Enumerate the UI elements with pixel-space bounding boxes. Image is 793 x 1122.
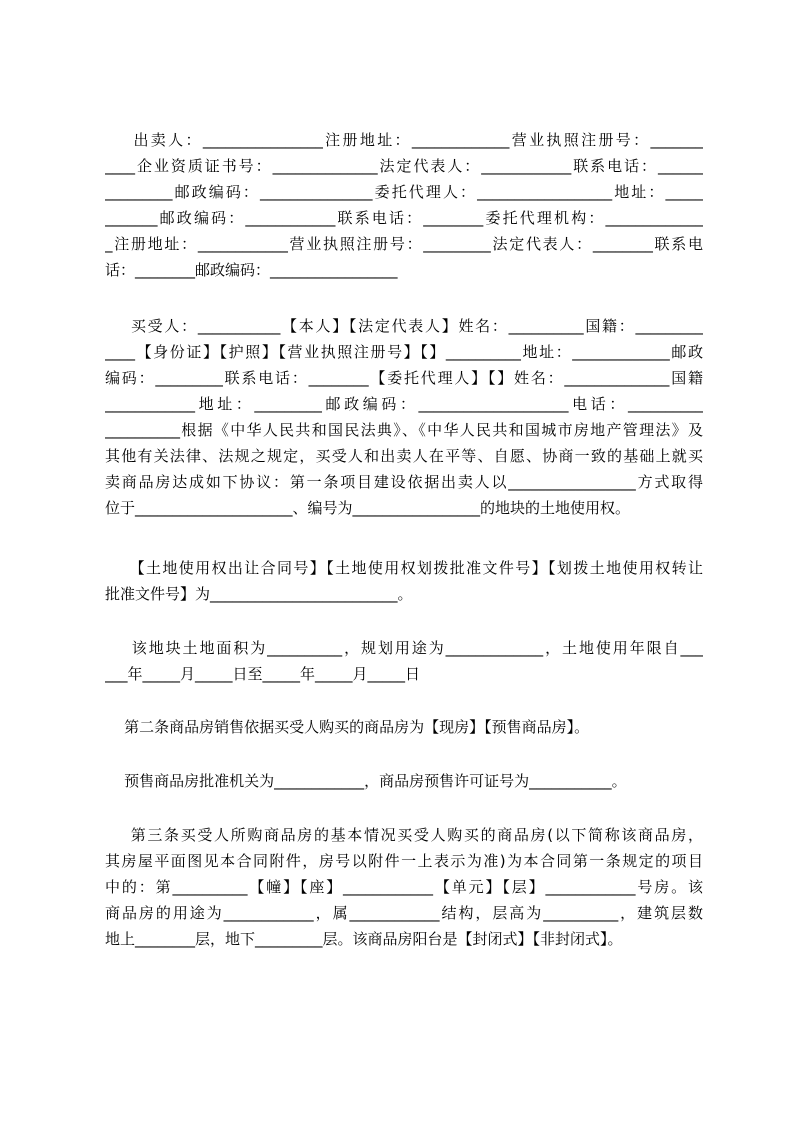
text-line: 其他有关法律、法规之规定，买受人和出卖人在平等、自愿、协商一致的基础上就买 [105, 447, 703, 465]
text-line: ____企业资质证书号：______________法定代表人：____________联系电话：______ [105, 157, 703, 175]
text-line: 地上________层，地下_________层。该商品房阳台是【封闭式】【非封闭式】。 [105, 930, 623, 948]
text-line: 出卖人：________________注册地址：_____________营业执照注册号：_______ [105, 131, 703, 149]
text-line: 该地块土地面积为__________，规划用途为_____________，土地使用年限自___ [105, 639, 703, 657]
text-line: 买受人：___________【本人】【法定代表人】姓名：__________国籍：_________ [105, 317, 703, 335]
seller-paragraph [105, 127, 703, 283]
land-area-paragraph [105, 635, 703, 687]
text-line: 第三条买受人所购商品房的基本情况买受人购买的商品房(以下简称该商品房， [105, 826, 703, 844]
buyer-paragraph [105, 313, 703, 521]
article-2-paragraph [105, 714, 703, 740]
text-line: 卖商品房达成如下协议：第一条项目建设依据出卖人以_________________方式取得 [105, 473, 703, 491]
presale-paragraph [105, 768, 703, 794]
text-line: _注册地址：____________营业执照注册号：_________法定代表人：________联系电 [105, 235, 703, 253]
text-line: _________邮政编码：_______________委托代理人：__________________地址：_____ [105, 183, 703, 201]
text-line: ____________地址：_________邮政编码：____________________电话：__________ [105, 395, 703, 413]
text-line: __________根据《中华人民共和国民法典》、《中华人民共和国城市房地产管理法》及 [105, 421, 703, 439]
text-line: 位于_____________________、编号为_________________的地块的土地使用权。 [105, 499, 631, 517]
text-line: 批准文件号】为_________________________。 [105, 585, 413, 603]
text-line: ___年_____月_____日至_____年_____月_____日 [105, 665, 421, 683]
text-line: 商品房的用途为____________，属____________结构，层高为__________，建筑层数 [105, 904, 703, 922]
land-document-paragraph [105, 555, 703, 607]
text-line: 话：________邮政编码：_________________ [105, 261, 398, 279]
text-line: 第二条商品房销售依据买受人购买的商品房为【现房】【预售商品房】。 [105, 718, 590, 736]
text-line: 编码：_________联系电话：________【委托代理人】【】姓名：______________国籍 [105, 369, 703, 387]
article-3-paragraph [105, 822, 703, 952]
text-line: ____【身份证】【护照】【营业执照注册号】【】__________地址：_____________邮政 [105, 343, 703, 361]
text-line: 预售商品房批准机关为____________，商品房预售许可证号为___________。 [105, 772, 627, 790]
text-line: _______邮政编码：____________联系电话：________委托代理机构：_____________ [105, 209, 703, 227]
text-line: 中的：第__________【幢】【座】____________【单元】【层】____________号房。该 [105, 878, 703, 896]
text-line: 【土地使用权出让合同号】【土地使用权划拨批准文件号】【划拨土地使用权转让 [105, 559, 703, 577]
text-line: 其房屋平面图见本合同附件，房号以附件一上表示为准)为本合同第一条规定的项目 [105, 852, 703, 870]
